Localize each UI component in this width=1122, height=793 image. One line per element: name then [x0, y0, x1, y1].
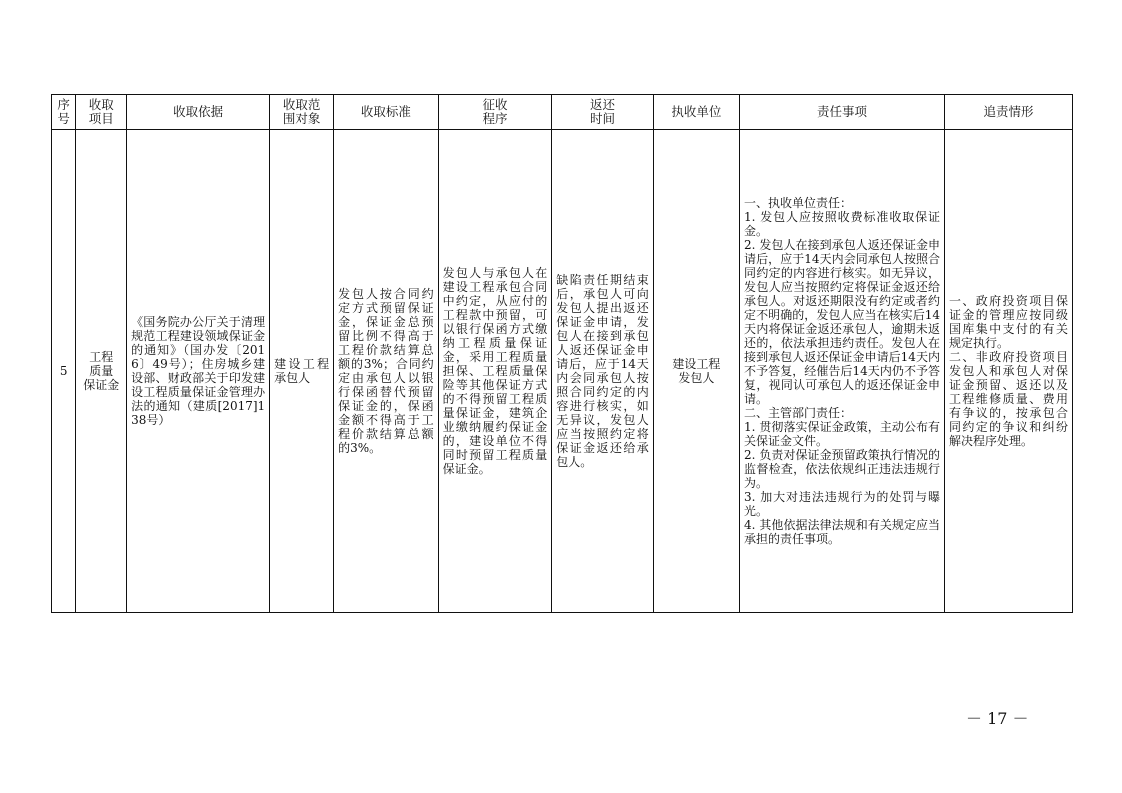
cell-procedure: 发包人与承包人在建设工程承包合同中约定，从应付的工程款中预留，可以银行保函方式缴纳工程质量保证金，采用工程质量担保、工程质量保险等其他保证方式的不得预留工程质量保证金，建筑企业缴纳履约保证金的，建设单位不得同时预留工程质量保证金。 [438, 130, 552, 613]
header-basis: 收取依据 [127, 95, 270, 130]
header-seq: 序 号 [52, 95, 76, 130]
header-item: 收取 项目 [76, 95, 127, 130]
page-number: － 17 － [966, 709, 1029, 728]
header-duties: 责任事项 [740, 95, 945, 130]
header-row [52, 95, 1073, 130]
header-unit: 执收单位 [653, 95, 739, 130]
cell-unit: 建设工程 发包人 [653, 130, 739, 613]
cell-scope: 建设工程承包人 [270, 130, 334, 613]
fee-table [51, 94, 1073, 613]
header-return-time: 返还 时间 [552, 95, 653, 130]
header-procedure: 征收 程序 [438, 95, 552, 130]
cell-return-time: 缺陷责任期结束后，承包人可向发包人提出返还保证金申请，发包人在接到承包人返还保证金申请后，应于14天内会同承包人按照合同约定的内容进行核实，如无异议，发包人应当按照约定将保证金返还给承包人。 [552, 130, 653, 613]
cell-standard: 发包人按合同约定方式预留保证金，保证金总预留比例不得高于工程价款结算总额的3%；合同约定由承包人以银行保函替代预留保证金的，保函金额不得高于工程价款结算总额的3%。 [334, 130, 439, 613]
cell-duties: 一、执收单位责任： 1. 发包人应按照收费标准收取保证金。 2. 发包人在接到承包人返还保证金申请后，应于14天内会同承包人按照合同约定的内容进行核实。如无异议，发包人应当按照约定将保证金返还给承包人。对返还期限没有约定或者约定不明确的，发包人应当在核实后14天内将保证金返还承包人，逾期未返还的，依法承担违约责任。发包人在接到承包人返还保证金申请后14天内不予答复，经催告后14天内仍不予答复，视同认可承包人的返还保证金申请。 二、主管部门责任： 1. 贯彻落实保证金政策，主动公布有关保证金文件。 2. 负责对保证金预留政策执行情况的监督检查，依法依规纠正违法违规行为。 3. 加大对违法违规行为的处罚与曝光。 4. 其他依据法律法规和有关规定应当承担的责任事项。 [740, 130, 945, 613]
table-row [52, 130, 1073, 613]
header-accountability: 追责情形 [945, 95, 1073, 130]
cell-seq: 5 [52, 130, 76, 613]
header-standard: 收取标准 [334, 95, 439, 130]
cell-basis: 《国务院办公厅关于清理规范工程建设领域保证金的通知》（国办发〔2016〕49号）；住房城乡建设部、财政部关于印发建设工程质量保证金管理办法的通知（建质[2017]138号） [127, 130, 270, 613]
header-scope: 收取范 围对象 [270, 95, 334, 130]
cell-accountability: 一、政府投资项目保证金的管理应按同级国库集中支付的有关规定执行。 二、非政府投资项目发包人和承包人对保证金预留、返还以及工程维修质量、费用有争议的，按承包合同约定的争议和纠纷解决程序处理。 [945, 130, 1073, 613]
cell-item: 工程 质量 保证金 [76, 130, 127, 613]
